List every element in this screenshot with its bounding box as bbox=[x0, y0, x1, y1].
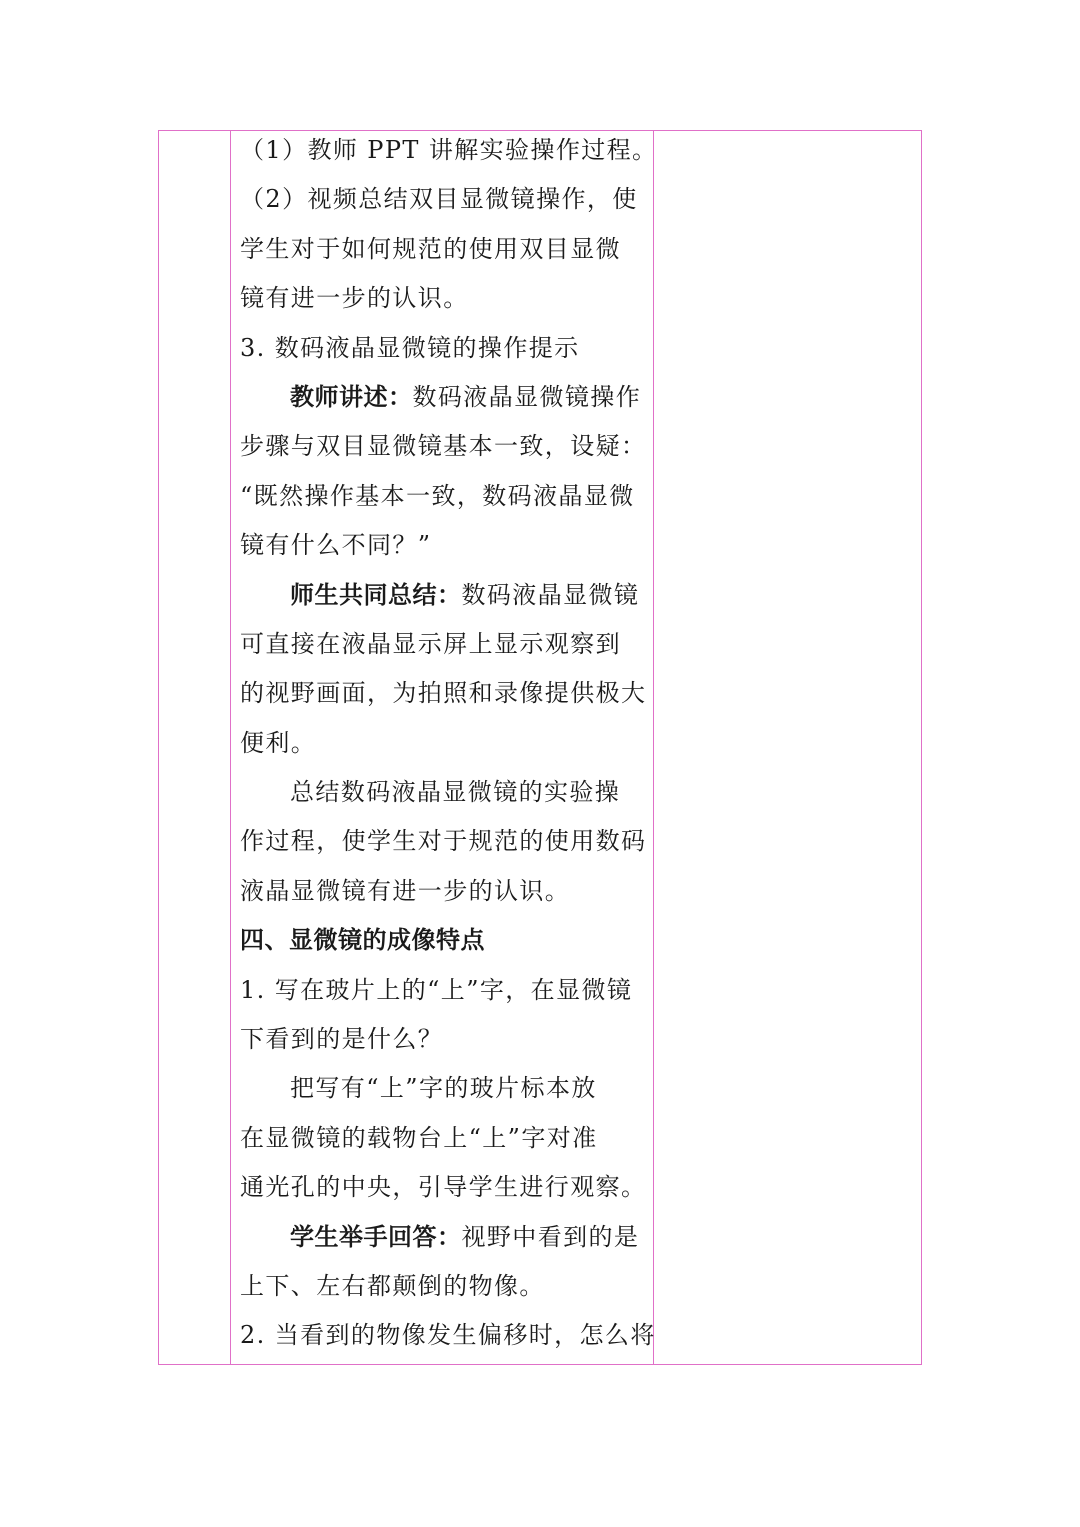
text-line: 液晶显微镜有进一步的认识。 bbox=[240, 876, 571, 905]
text-line: “既然操作基本一致，数码液晶显微 bbox=[240, 481, 635, 510]
text-line: 镜有进一步的认识。 bbox=[240, 284, 469, 313]
text-line: 学生对于如何规范的使用双目显微 bbox=[240, 234, 621, 263]
text-line: （2）视频总结双目显微镜操作，使 bbox=[240, 185, 638, 214]
bold-lead: 师生共同总结： bbox=[290, 580, 462, 609]
text-line: 教师讲述：数码液晶显微镜操作 bbox=[290, 382, 642, 411]
text-line: 在显微镜的载物台上“上”字对准 bbox=[240, 1123, 598, 1152]
text-line: 可直接在液晶显示屏上显示观察到 bbox=[240, 629, 621, 658]
bold-lead: 教师讲述： bbox=[290, 382, 413, 411]
section-heading: 四、显微镜的成像特点 bbox=[240, 926, 485, 955]
text-line: 便利。 bbox=[240, 728, 317, 757]
text-line: 3. 数码液晶显微镜的操作提示 bbox=[240, 333, 580, 362]
text-line: 作过程，使学生对于规范的使用数码 bbox=[240, 827, 647, 856]
lesson-text-column bbox=[240, 126, 658, 1361]
text-line: 1. 写在玻片上的“上”字，在显微镜 bbox=[240, 975, 633, 1004]
bold-lead: 学生举手回答： bbox=[290, 1222, 462, 1251]
text-line: 上下、左右都颠倒的物像。 bbox=[240, 1271, 545, 1300]
text-line: 镜有什么不同？” bbox=[240, 531, 432, 560]
text-line: 学生举手回答：视野中看到的是 bbox=[290, 1222, 640, 1251]
text-line: 把写有“上”字的玻片标本放 bbox=[290, 1074, 597, 1103]
column-divider-left bbox=[230, 131, 231, 1364]
text-line: （1）教师 PPT 讲解实验操作过程。 bbox=[240, 136, 658, 164]
text-line: 下看到的是什么？ bbox=[240, 1025, 444, 1054]
text-line: 的视野画面，为拍照和录像提供极大 bbox=[240, 679, 647, 708]
column-divider-right bbox=[653, 131, 654, 1364]
text-line: 2. 当看到的物像发生偏移时，怎么将 bbox=[240, 1321, 656, 1350]
text-line: 师生共同总结：数码液晶显微镜 bbox=[290, 580, 640, 609]
text-line: 总结数码液晶显微镜的实验操 bbox=[290, 778, 621, 807]
text-line: 通光孔的中央，引导学生进行观察。 bbox=[240, 1173, 647, 1202]
text-line: 步骤与双目显微镜基本一致，设疑： bbox=[240, 432, 647, 461]
